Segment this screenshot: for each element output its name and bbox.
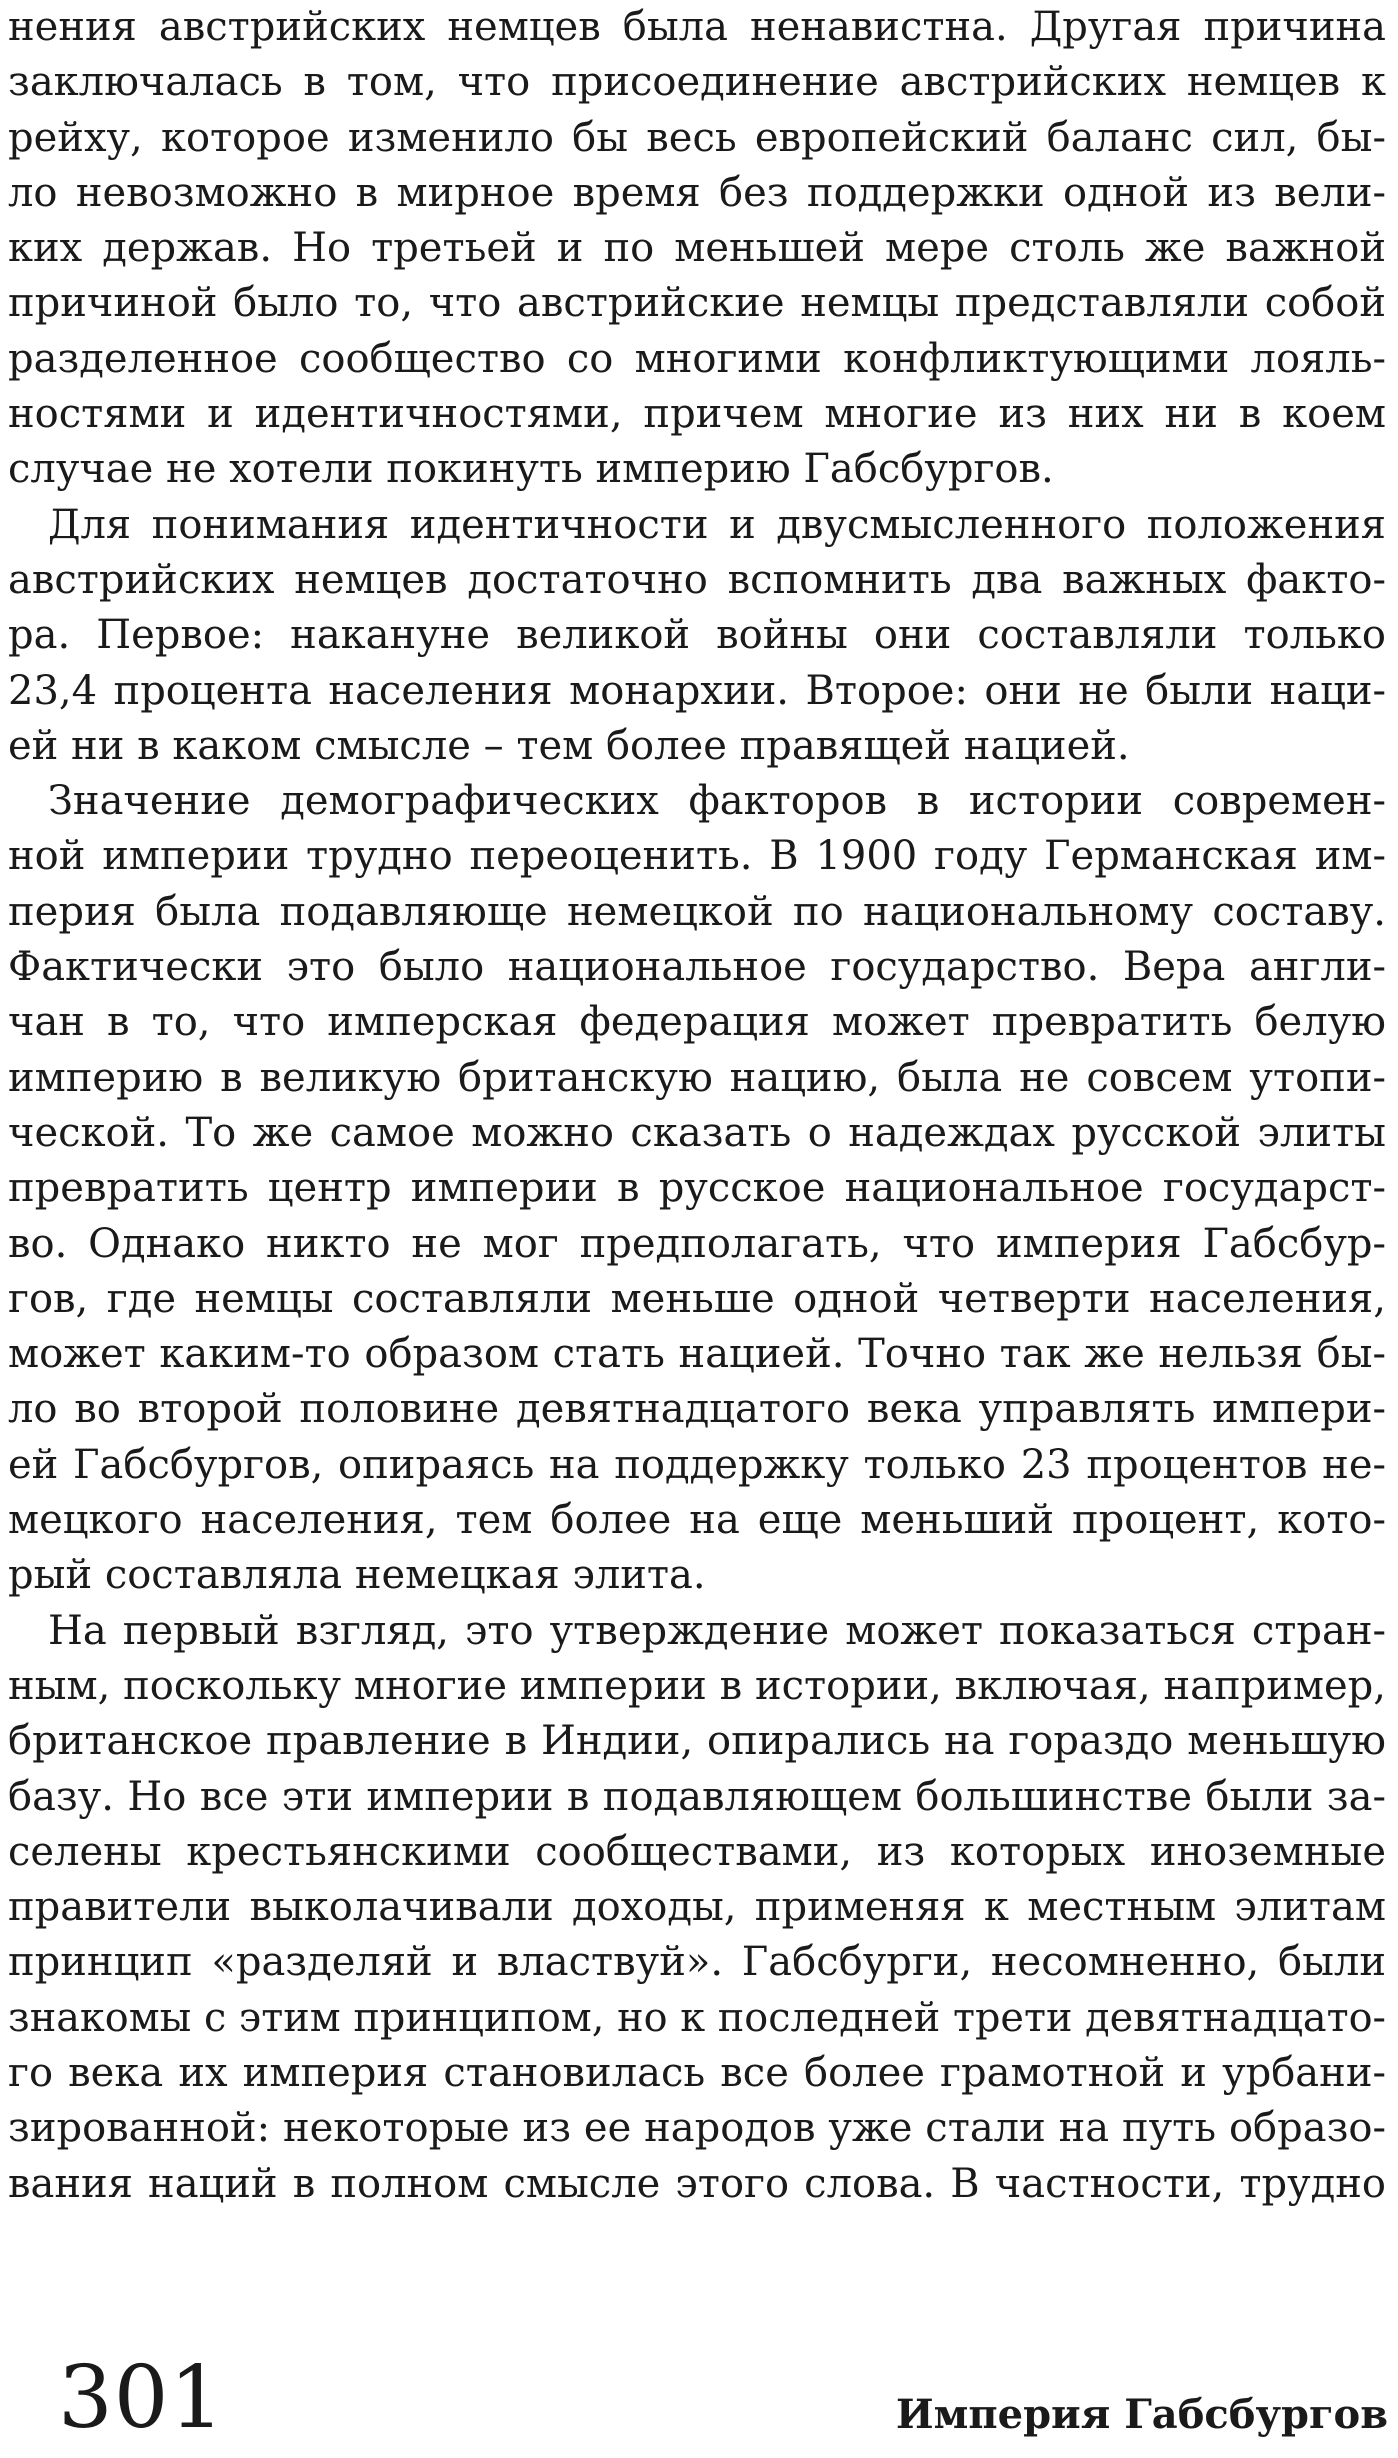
text-line: рый составляла немецкая элита. [8,1552,706,1599]
text-line: Фактически это было национальное государство. Вера англи- [8,944,1386,991]
text-line: превратить центр империи в русское национальное государст- [8,1165,1386,1212]
text-line: вания наций в полном смысле этого слова. В частности, трудно [8,2160,1386,2207]
text-line: ра. Первое: накануне великой войны они составляли только [8,612,1386,659]
text-line: знакомы с этим принципом, но к последней трети девятнадцато- [8,1994,1386,2041]
text-line: Значение демографических факторов в истории современ- [48,778,1386,825]
running-title: Империя Габсбургов [895,2391,1388,2438]
text-line: ких держав. Но третьей и по меньшей мере столь же важной [8,225,1386,272]
text-line: базу. Но все эти империи в подавляющем большинстве были за- [8,1773,1386,1820]
text-line: мецкого населения, тем более на еще меньший процент, кото- [8,1497,1386,1544]
text-line: ческой. То же самое можно сказать о надеждах русской элиты [8,1109,1386,1156]
text-line: селены крестьянскими сообществами, из которых иноземные [8,1828,1386,1875]
text-line: На первый взгляд, это утверждение может показаться стран- [48,1607,1386,1654]
paragraph [8,1604,1386,2212]
text-line: перия была подавляюще немецкой по национальному составу. [8,888,1386,935]
text-line: правители выколачивали доходы, применяя к местным элитам [8,1884,1386,1931]
paragraph [8,0,1386,498]
text-line: империю в великую британскую нацию, была не совсем утопи- [8,1054,1386,1101]
text-line: ло во второй половине девятнадцатого века управлять импери- [8,1386,1386,1433]
text-line: разделенное сообщество со многими конфликтующими лояль- [8,335,1386,382]
text-line: ей ни в каком смысле – тем более правящей нацией. [8,722,1130,769]
text-line: британское правление в Индии, опирались на гораздо меньшую [8,1718,1386,1765]
text-line: нения австрийских немцев была ненавистна. Другая причина [8,4,1386,50]
paragraph [8,774,1386,1603]
text-line: ностями и идентичностями, причем многие из них ни в коем [8,391,1386,438]
text-line: рейху, которое изменило бы весь европейский баланс сил, бы- [8,114,1386,161]
text-line: гов, где немцы составляли меньше одной четверти населения, [8,1275,1386,1322]
text-line: ной империи трудно переоценить. В 1900 году Германская им- [8,833,1386,880]
text-line: заключалась в том, что присоединение австрийских немцев к [8,59,1386,106]
page-footer [0,2348,1398,2448]
text-line: 23,4 процента населения монархии. Второе: они не были наци- [8,667,1386,714]
page-body [8,0,1386,2212]
text-line: ным, поскольку многие империи в истории, включая, например, [8,1662,1386,1709]
paragraph [8,498,1386,774]
text-line: ей Габсбургов, опираясь на поддержку только 23 процентов не- [8,1441,1386,1488]
page-number: 301 [58,2348,226,2448]
text-line: ло невозможно в мирное время без поддержки одной из вели- [8,169,1386,216]
text-line: причиной было то, что австрийские немцы представляли собой [8,280,1386,327]
text-line: может каким-то образом стать нацией. Точно так же нельзя бы- [8,1331,1386,1378]
text-line: зированной: некоторые из ее народов уже стали на путь образо- [8,2105,1386,2152]
text-line: австрийских немцев достаточно вспомнить два важных факто- [8,556,1386,603]
text-line: случае не хотели покинуть империю Габсбургов. [8,446,1054,493]
text-line: во. Однако никто не мог предполагать, что империя Габсбур- [8,1220,1386,1267]
text-line: принцип «разделяй и властвуй». Габсбурги, несомненно, были [8,1939,1386,1986]
text-line: чан в то, что имперская федерация может превратить белую [8,999,1386,1046]
text-line: Для понимания идентичности и двусмысленного положения [48,501,1386,548]
text-line: го века их империя становилась все более грамотной и урбани- [8,2049,1386,2096]
